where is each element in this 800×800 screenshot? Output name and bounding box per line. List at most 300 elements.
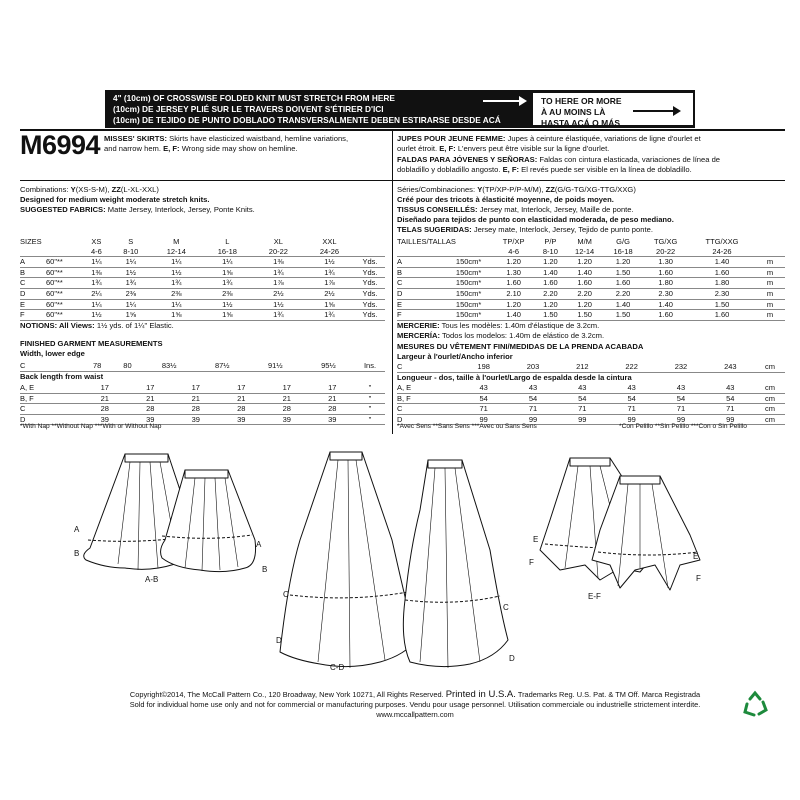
unit: cm	[755, 393, 785, 404]
size-name: S	[128, 237, 134, 246]
yardage-value: 1.40	[604, 299, 642, 310]
size-number: 16-18	[202, 247, 253, 257]
measurement-value: 39	[82, 414, 128, 425]
view-letter: B	[20, 267, 46, 278]
yardage-value: 2.10	[492, 288, 535, 299]
view-label-e: E	[533, 535, 539, 544]
yardage-value: 2½	[253, 288, 304, 299]
technical-drawings	[0, 440, 800, 680]
yardage-value: 2.20	[535, 288, 565, 299]
width-table-fr-es	[397, 362, 785, 373]
view-letter: D	[20, 414, 46, 425]
yardage-value: 1.50	[604, 267, 642, 278]
view-label-c: C	[283, 590, 289, 599]
measurement-value: 54	[459, 393, 508, 404]
yardage-value: 1½	[253, 299, 304, 310]
view-label-c-d: C-D	[330, 663, 345, 672]
yardage-value: 1.80	[689, 278, 755, 289]
fabric-width: 150cm*	[456, 310, 492, 321]
size-name: XS	[91, 237, 102, 246]
measurement-value: 54	[558, 393, 607, 404]
yardage-value: 1.30	[492, 267, 535, 278]
yardage-value: 1¾	[82, 278, 111, 289]
unit: "	[355, 383, 385, 393]
unit: Yds.	[355, 288, 385, 299]
view-label-a: A	[256, 540, 262, 549]
size-number: 12-14	[151, 247, 202, 257]
nap-note-en: *With Nap **Without Nap ***With or Without Nap	[20, 423, 162, 430]
view-letter: C	[397, 362, 423, 372]
finished-measurements-title-fr-es: MESURES DU VÊTEMENT FINI/MEDIDAS DE LA PRENDA ACABADA	[397, 342, 644, 351]
size-name: P/P	[544, 237, 557, 246]
yardage-value: 1¼	[202, 257, 253, 268]
table-row	[397, 288, 785, 299]
yardage-value: 1⅜	[253, 257, 304, 268]
sizes-header: SIZES	[20, 237, 42, 246]
yardage-value: 1.20	[565, 299, 603, 310]
size-number: 20-22	[642, 247, 689, 257]
measurement-value: 71	[459, 404, 508, 415]
yardage-value: 1.60	[492, 278, 535, 289]
size-name: XL	[273, 237, 283, 246]
measurement-value: 43	[656, 383, 705, 393]
table-row	[20, 310, 385, 321]
unit: m	[755, 299, 785, 310]
unit: cm	[755, 404, 785, 415]
table-cell	[46, 237, 82, 247]
recycle-icon	[741, 690, 769, 718]
yardage-value: 1.20	[535, 299, 565, 310]
yardage-value: 2½	[304, 288, 355, 299]
yardage-value: 1¼	[111, 257, 151, 268]
yardage-value: 1¾	[253, 267, 304, 278]
yardage-value: 1⅝	[304, 299, 355, 310]
yardage-value: 1½	[202, 299, 253, 310]
yardage-value: 1.30	[642, 257, 689, 268]
designed-for-fr: Créé pour des tricots à élasticité moyenne, de poids moyen.	[397, 195, 614, 204]
nap-note-es: *Con Pelillo **Sin Pelillo ***Con o Sin Pelillo	[619, 423, 747, 430]
yardage-value: 1.40	[642, 299, 689, 310]
measurement-value: 99	[558, 414, 607, 425]
table-cell	[20, 247, 46, 257]
yardage-value: 1.20	[492, 299, 535, 310]
yardage-value: 1⅞	[253, 278, 304, 289]
table-cell	[423, 383, 459, 393]
measurement-value: 28	[264, 404, 310, 415]
view-label-a-b: A-B	[145, 575, 159, 584]
table-row	[20, 278, 385, 289]
fabric-width: 150cm*	[456, 278, 492, 289]
yardage-value: 1.40	[535, 267, 565, 278]
yardage-value: 1⅞	[304, 278, 355, 289]
table-row	[397, 393, 785, 404]
view-letter: D	[397, 288, 456, 299]
measurement-value: 21	[128, 393, 174, 404]
yardage-value: 1.60	[689, 310, 755, 321]
yardage-value: 1.40	[689, 257, 755, 268]
measurement-value: 43	[706, 383, 755, 393]
size-name: TG/XG	[653, 237, 678, 246]
measurement-value: 21	[82, 393, 128, 404]
measurement-value: 28	[82, 404, 128, 415]
view-label-b: B	[262, 565, 268, 574]
view-label-d: D	[276, 636, 282, 645]
view-letter: C	[20, 404, 46, 415]
view-letter: B	[397, 267, 456, 278]
measurement-value: 95½	[302, 361, 355, 371]
measurement-value: 203	[508, 362, 557, 372]
combinations-fr-es: Séries/Combinaciones: Y(TP/XP-P/P-M/M), ZZ(G/G-TG/XG-TTG/XXG)	[397, 185, 636, 194]
measurement-value: 43	[508, 383, 557, 393]
table-row	[20, 383, 385, 393]
yardage-value: 1¾	[304, 267, 355, 278]
measurement-value: 71	[508, 404, 557, 415]
yardage-value: 1¼	[151, 299, 202, 310]
fabric-width: 150cm*	[456, 267, 492, 278]
measurement-value: 91½	[249, 361, 302, 371]
measurement-value: 212	[558, 362, 607, 372]
size-number: 4-6	[492, 247, 535, 257]
yardage-value: 2¼	[82, 288, 111, 299]
yardage-table-fr-es	[397, 237, 785, 321]
measurement-value: 39	[264, 414, 310, 425]
view-letter: D	[397, 414, 423, 425]
size-number: 16-18	[604, 247, 642, 257]
size-name: TTG/XXG	[705, 237, 739, 246]
yardage-value: 1⅝	[202, 267, 253, 278]
table-cell	[423, 393, 459, 404]
measurement-value: 83½	[143, 361, 196, 371]
size-name: M	[173, 237, 180, 246]
table-row	[20, 257, 385, 268]
notions-es: MERCERÍA: Todos los modelos: 1.40m de elástico de 3.2cm.	[397, 331, 605, 340]
measurement-value: 17	[128, 383, 174, 393]
fabric-width: 60"**	[46, 310, 82, 321]
measurement-value: 54	[656, 393, 705, 404]
sizes-header: TAILLES/TALLAS	[397, 237, 456, 246]
size-number: 20-22	[253, 247, 304, 257]
unit: "	[355, 414, 385, 425]
table-row	[20, 393, 385, 404]
view-letter: D	[20, 288, 46, 299]
measurement-value: 99	[508, 414, 557, 425]
copyright-line: Copyright©2014, The McCall Pattern Co., 120 Broadway, New York 10271, All Rights Reserved. Printed in U.S.A. Trademarks Reg. U.S. Pat. & TM Off. Marca Registrada	[129, 689, 701, 700]
yardage-value: 1¾	[253, 310, 304, 321]
skirt-view-cd-back	[403, 460, 508, 668]
yardage-value: 1.60	[642, 267, 689, 278]
view-label-e: E	[693, 552, 699, 561]
unit: cm	[755, 362, 785, 372]
table-cell	[46, 247, 82, 257]
description-fr: JUPES POUR JEUNE FEMME: Jupes à ceinture élastiquée, variations de ligne d'ourlet et ourlet étroit. E, F: L'envers peut être visible sur la ligne d'ourlet.	[397, 134, 701, 154]
width-lower-edge-label-en: Width, lower edge	[20, 349, 85, 358]
footer	[95, 690, 735, 721]
unit: cm	[755, 383, 785, 393]
measurement-value: 43	[558, 383, 607, 393]
yardage-value: 1¾	[202, 278, 253, 289]
measurement-value: 28	[173, 404, 219, 415]
table-cell	[456, 247, 492, 257]
yardage-value: 1¼	[151, 257, 202, 268]
yardage-value: 1.60	[604, 278, 642, 289]
view-letter: E	[397, 299, 456, 310]
table-row	[20, 247, 385, 257]
measurement-value: 21	[219, 393, 265, 404]
yardage-value: 1½	[111, 267, 151, 278]
back-length-table-fr-es	[397, 383, 785, 425]
table-row	[397, 257, 785, 268]
table-row	[20, 299, 385, 310]
nap-note-fr: *Avec Sens **Sans Sens ***Avec ou Sans Sens	[397, 423, 537, 430]
yardage-value: 2⅜	[111, 288, 151, 299]
view-label-f: F	[696, 574, 701, 583]
fabric-width: 60"**	[46, 288, 82, 299]
measurement-value: 21	[173, 393, 219, 404]
fabric-width: 60"**	[46, 299, 82, 310]
table-row	[20, 404, 385, 415]
size-number: 24-26	[689, 247, 755, 257]
fabric-width: 150cm*	[456, 288, 492, 299]
designed-for-en: Designed for medium weight moderate stretch knits.	[20, 195, 210, 204]
yardage-value: 2.30	[689, 288, 755, 299]
unit: m	[755, 267, 785, 278]
table-cell	[46, 383, 82, 393]
measurement-value: 17	[82, 383, 128, 393]
measurement-value: 198	[459, 362, 508, 372]
yardage-value: 1¾	[304, 310, 355, 321]
unit: m	[755, 288, 785, 299]
measurement-value: 87½	[196, 361, 249, 371]
table-row	[397, 310, 785, 321]
measurement-value: 71	[558, 404, 607, 415]
view-letter: A	[397, 257, 456, 268]
fabric-width: 60"**	[46, 278, 82, 289]
table-cell	[46, 404, 82, 415]
size-number: 8-10	[535, 247, 565, 257]
yardage-value: 1¼	[82, 257, 111, 268]
size-name: TP/XP	[502, 237, 525, 246]
view-label-f: F	[529, 558, 534, 567]
measurement-value: 17	[219, 383, 265, 393]
measurement-value: 222	[607, 362, 656, 372]
view-letter: A, E	[397, 383, 423, 393]
yardage-value: 1.50	[604, 310, 642, 321]
view-letter: C	[20, 361, 46, 371]
size-number: 4-6	[82, 247, 111, 257]
arrow-right-icon	[633, 110, 679, 112]
measurement-value: 54	[706, 393, 755, 404]
table-row	[397, 278, 785, 289]
size-name: L	[225, 237, 230, 246]
unit: cm	[755, 414, 785, 425]
unit: m	[755, 278, 785, 289]
table-row	[397, 362, 785, 372]
table-row	[397, 267, 785, 278]
unit: Yds.	[355, 310, 385, 321]
size-number: 24-26	[304, 247, 355, 257]
measurement-value: 39	[219, 414, 265, 425]
view-letter: C	[397, 404, 423, 415]
size-name: M/M	[577, 237, 592, 246]
notions-en: NOTIONS: All Views: 1½ yds. of 1¼" Elastic.	[20, 321, 174, 330]
yardage-value: 1¾	[111, 278, 151, 289]
divider	[20, 129, 785, 131]
fabrics-en: SUGGESTED FABRICS: Matte Jersey, Interlock, Jersey, Ponte Knits.	[20, 205, 255, 214]
yardage-value: 1.20	[535, 257, 565, 268]
yardage-value: 1⅜	[82, 267, 111, 278]
measurement-value: 99	[706, 414, 755, 425]
unit: Yds.	[355, 257, 385, 268]
measurement-value: 243	[706, 362, 755, 372]
table-row	[397, 299, 785, 310]
table-cell	[355, 247, 385, 257]
back-length-label-en: Back length from waist	[20, 372, 104, 381]
fabric-width: 60"**	[46, 257, 82, 268]
yardage-value: 2.20	[565, 288, 603, 299]
yardage-value: 1.50	[565, 310, 603, 321]
view-letter: F	[397, 310, 456, 321]
view-label-e-f: E-F	[588, 592, 601, 601]
combinations-en: Combinations: Y(XS-S-M), ZZ(L-XL-XXL)	[20, 185, 159, 194]
divider	[20, 180, 785, 181]
table-row	[397, 247, 785, 257]
yardage-value: 1½	[151, 267, 202, 278]
width-table-en	[20, 361, 385, 372]
width-lower-edge-label-fr-es: Largeur à l'ourlet/Ancho inferior	[397, 352, 513, 361]
yardage-value: 1¼	[82, 299, 111, 310]
table-cell	[755, 237, 785, 247]
pattern-number: M6994	[20, 130, 101, 160]
size-name: XXL	[322, 237, 337, 246]
description-en: MISSES' SKIRTS: Skirts have elasticized waistband, hemline variations, and narrow hem. E, F: Wrong side may show on hemline.	[104, 134, 349, 154]
view-letter: B, F	[20, 393, 46, 404]
measurement-value: 71	[706, 404, 755, 415]
table-cell	[456, 237, 492, 247]
table-cell	[423, 404, 459, 415]
yardage-value: 1.50	[535, 310, 565, 321]
yardage-value: 1.20	[565, 257, 603, 268]
yardage-value: 1½	[82, 310, 111, 321]
table-cell	[46, 361, 82, 371]
unit: Yds.	[355, 267, 385, 278]
yardage-value: 1.60	[642, 310, 689, 321]
measurement-value: 17	[173, 383, 219, 393]
measurement-value: 17	[264, 383, 310, 393]
view-letter: C	[397, 278, 456, 289]
measurement-value: 232	[656, 362, 705, 372]
view-letter: B, F	[397, 393, 423, 404]
yardage-value: 1⅝	[202, 310, 253, 321]
yardage-value: 1.50	[689, 299, 755, 310]
yardage-value: 1⅝	[111, 310, 151, 321]
unit: Ins.	[355, 361, 385, 371]
view-letter: C	[20, 278, 46, 289]
arrow-right-icon	[483, 100, 525, 102]
yardage-value: 1¾	[151, 278, 202, 289]
size-number: 8-10	[111, 247, 151, 257]
unit: "	[355, 393, 385, 404]
measurement-value: 78	[82, 361, 112, 371]
back-length-table-en	[20, 383, 385, 425]
measurement-value: 28	[310, 404, 356, 415]
yardage-value: 1.60	[535, 278, 565, 289]
yardage-value: 1⅝	[151, 310, 202, 321]
stretch-gauge-target: TO HERE OR MORE À AU MOINS LÀ HASTA ACÁ O MÁS	[533, 93, 693, 125]
yardage-value: 2⅜	[151, 288, 202, 299]
unit: Yds.	[355, 299, 385, 310]
stretch-gauge-banner	[105, 90, 695, 128]
measurement-value: 71	[656, 404, 705, 415]
yardage-value: 1.20	[492, 257, 535, 268]
usage-notice: Sold for individual home use only and not for commercial or manufacturing purposes. Vendu pour usage personnel. Utilisation commerciale ou industrielle strictement interdite.	[129, 700, 701, 710]
yardage-value: 1.40	[565, 267, 603, 278]
description-es: FALDAS PARA JÓVENES Y SEÑORAS: Faldas con cintura elasticada, variaciones de línea de dobladillo y dobladillo angosto. E, F: El revés puede ser visible en la línea de dobladillo.	[397, 155, 721, 175]
view-label-d: D	[509, 654, 515, 663]
measurement-value: 71	[607, 404, 656, 415]
measurement-value: 39	[173, 414, 219, 425]
view-letter: E	[20, 299, 46, 310]
size-name: G/G	[616, 237, 630, 246]
yardage-value: 2.30	[642, 288, 689, 299]
table-cell	[46, 393, 82, 404]
measurement-value: 21	[264, 393, 310, 404]
yardage-value: 2⅜	[202, 288, 253, 299]
measurement-value: 28	[219, 404, 265, 415]
yardage-table-en	[20, 237, 385, 321]
measurement-value: 80	[112, 361, 142, 371]
table-row	[20, 361, 385, 371]
column-divider	[392, 129, 393, 434]
table-row	[397, 237, 785, 247]
measurement-value: 99	[656, 414, 705, 425]
view-label-a: A	[74, 525, 80, 534]
yardage-value: 1.80	[642, 278, 689, 289]
size-number: 12-14	[565, 247, 603, 257]
measurement-value: 39	[128, 414, 174, 425]
designed-for-es: Diseñado para tejidos de punto con elasticidad moderada, de peso mediano.	[397, 215, 674, 224]
measurement-value: 43	[607, 383, 656, 393]
measurement-value: 99	[607, 414, 656, 425]
table-cell	[355, 237, 385, 247]
view-label-b: B	[74, 549, 80, 558]
view-letter: A, E	[20, 383, 46, 393]
fabrics-es: TELAS SUGERIDAS: Jersey mate, Interlock, Jersey, Tejido de punto ponte.	[397, 225, 653, 234]
fabric-width: 150cm*	[456, 299, 492, 310]
table-cell	[755, 247, 785, 257]
yardage-value: 1.20	[604, 257, 642, 268]
measurement-value: 17	[310, 383, 356, 393]
website-link[interactable]: www.mccallpattern.com	[376, 710, 454, 720]
fabrics-fr: TISSUS CONSEILLÉS: Jersey mat, Interlock, Jersey, Maille de ponte.	[397, 205, 634, 214]
yardage-value: 1¼	[111, 299, 151, 310]
unit: Yds.	[355, 278, 385, 289]
table-row	[20, 237, 385, 247]
table-cell	[397, 247, 456, 257]
measurement-value: 54	[607, 393, 656, 404]
yardage-value: 2.20	[604, 288, 642, 299]
stretch-gauge-text: 4" (10cm) OF CROSSWISE FOLDED KNIT MUST STRETCH FROM HERE (10cm) DE JERSEY PLIÉ SUR LE TRAVERS DOIVENT S'ÉTIRER D'ICI (10cm) DE TEJIDO DE PUNTO DOBLADO TRANSVERSALMENTE DEBEN ESTIRARSE DESDE ACÁ	[113, 93, 501, 125]
unit: m	[755, 257, 785, 268]
measurement-value: 28	[128, 404, 174, 415]
yardage-value: 1½	[304, 257, 355, 268]
table-cell	[423, 362, 459, 372]
table-row	[397, 383, 785, 393]
view-letter: F	[20, 310, 46, 321]
unit: "	[355, 404, 385, 415]
skirt-view-cd-front	[280, 452, 416, 668]
view-label-c: C	[503, 603, 509, 612]
finished-measurements-title-en: FINISHED GARMENT MEASUREMENTS	[20, 339, 163, 348]
